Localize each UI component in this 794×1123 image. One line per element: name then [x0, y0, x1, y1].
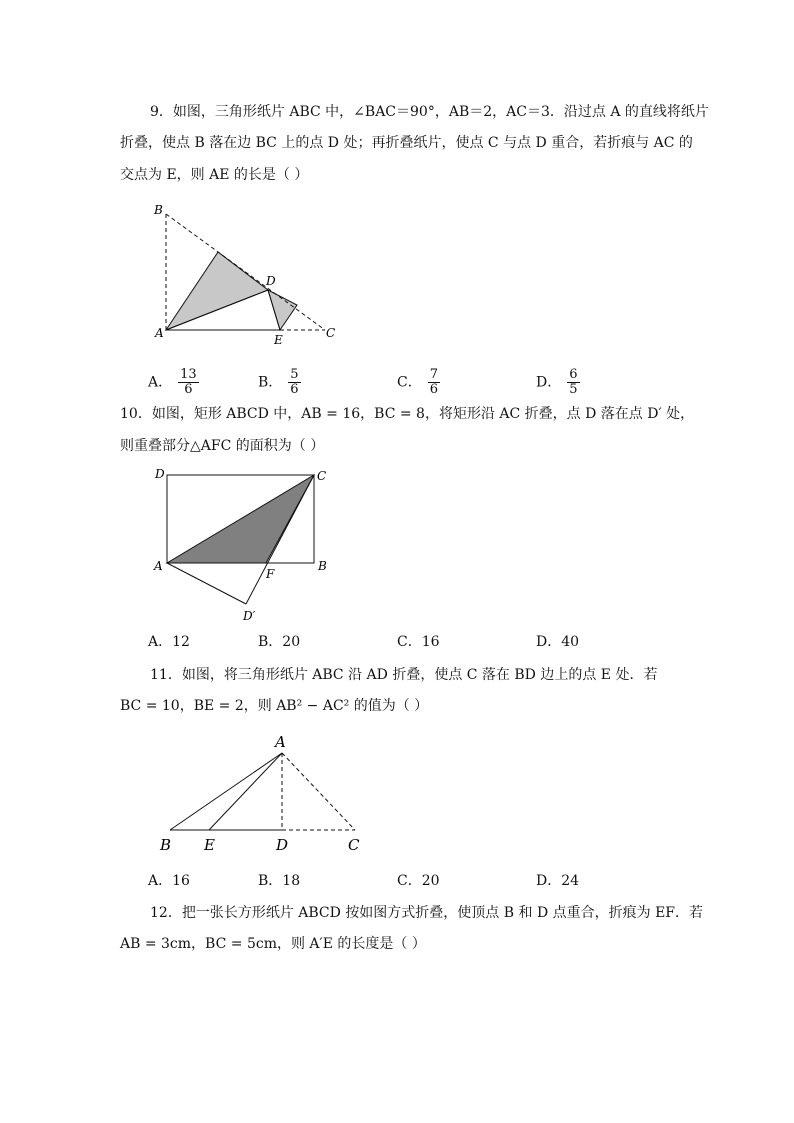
q9-option-a-denominator: 6 [184, 382, 193, 397]
q9-text-line-3: 交点为 E，则 AE 的长是（ ） [120, 167, 309, 183]
q9-option-d-numerator: 6 [569, 367, 578, 382]
q9-option-b-numerator: 5 [290, 367, 299, 382]
q9-option-a-numerator: 13 [180, 367, 197, 382]
q11-option-d[interactable]: D．24 [536, 873, 580, 889]
q9-label-e: E [274, 333, 283, 347]
q9-text-line-1: 9．如图，三角形纸片 ABC 中，∠BAC＝90°，AB＝2，AC＝3．沿过点 A 的直线将纸片 [150, 104, 709, 120]
q9-option-a-letter: A． [148, 374, 173, 391]
q10-option-d[interactable]: D．40 [536, 634, 580, 650]
q9-option-c-letter: C． [397, 374, 422, 391]
q9-option-d-denominator: 5 [569, 382, 578, 397]
q11-label-d: D [276, 836, 289, 854]
q11-label-b: B [160, 836, 172, 854]
q11-text-line-2: BC = 10，BE = 2，则 AB² − AC² 的值为（ ） [120, 698, 429, 714]
q9-option-b-denominator: 6 [290, 382, 299, 397]
q10-label-d-prime: D′ [243, 609, 256, 623]
q11-label-c: C [348, 836, 360, 854]
q10-label-d: D [155, 467, 165, 481]
q9-text-line-2: 折叠，使点 B 落在边 BC 上的点 D 处；再折叠纸片，使点 C 与点 D 重合，若折痕与 AC 的 [120, 135, 693, 151]
q11-option-a[interactable]: A．16 [148, 873, 190, 889]
q10-option-a[interactable]: A．12 [148, 634, 190, 650]
q10-option-b[interactable]: B．20 [258, 634, 301, 650]
q9-option-b-letter: B． [258, 374, 283, 391]
q10-label-b: B [318, 559, 327, 573]
q10-text-line-2: 则重叠部分△AFC 的面积为（ ） [120, 438, 325, 454]
q11-segment-ab [170, 753, 282, 830]
q10-label-f: F [266, 567, 275, 581]
q11-segment-ae [209, 753, 282, 830]
q10-option-c[interactable]: C．16 [397, 634, 440, 650]
q9-option-c-denominator: 6 [429, 382, 438, 397]
q9-label-b: B [154, 203, 163, 217]
q9-label-a: A [155, 326, 164, 340]
q11-label-e: E [204, 836, 215, 854]
q11-option-c[interactable]: C．20 [397, 873, 440, 889]
q11-label-a: A [275, 733, 286, 751]
q9-label-d: D [266, 274, 276, 288]
q9-option-d-letter: D． [536, 374, 562, 391]
q9-label-c: C [326, 326, 336, 340]
q9-option-c-numerator: 7 [429, 367, 438, 382]
q10-text-line-1: 10．如图，矩形 ABCD 中，AB = 16，BC = 8，将矩形沿 AC 折叠，点 D 落在点 D′ 处， [120, 406, 695, 422]
q10-label-c: C [317, 469, 327, 483]
q12-text-line-1: 12．把一张长方形纸片 ABCD 按如图方式折叠，使顶点 B 和 D 点重合，折痕为 EF．若 [150, 905, 704, 921]
q11-segment-ac-dashed [282, 753, 355, 830]
q11-option-b[interactable]: B．18 [258, 873, 301, 889]
q10-label-a: A [154, 559, 163, 573]
q12-text-line-2: AB = 3cm，BC = 5cm，则 A′E 的长度是（ ） [120, 936, 426, 952]
q11-text-line-1: 11．如图，将三角形纸片 ABC 沿 AD 折叠，使点 C 落在 BD 边上的点 E 处．若 [150, 667, 658, 683]
